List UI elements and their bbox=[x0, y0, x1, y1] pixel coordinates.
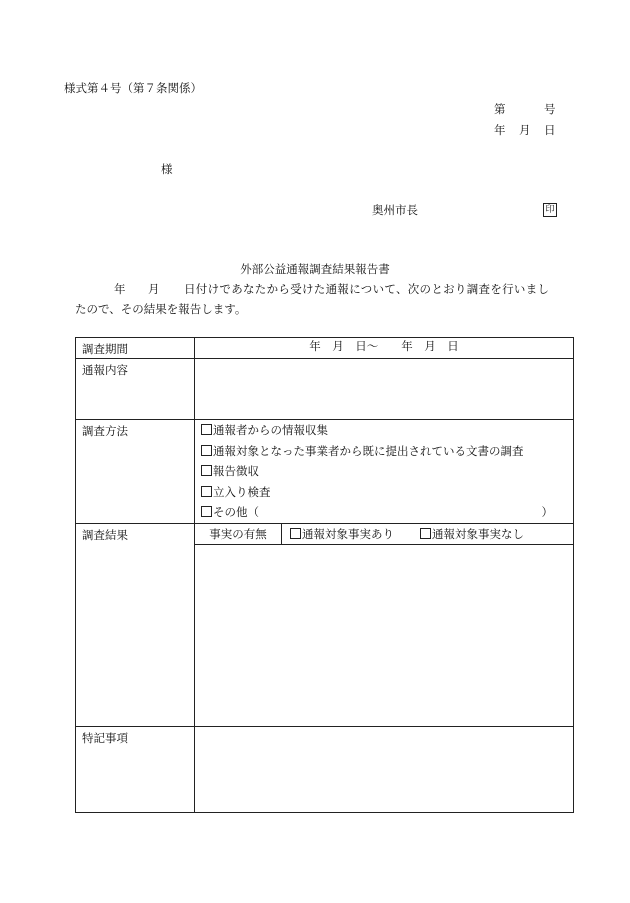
fact-yes-option[interactable] bbox=[282, 524, 394, 544]
doc-number-suffix: 号 bbox=[544, 102, 556, 116]
method-option[interactable] bbox=[195, 441, 573, 462]
checkbox-icon[interactable] bbox=[201, 424, 212, 435]
checkbox-icon[interactable] bbox=[201, 465, 212, 476]
content-field[interactable] bbox=[195, 359, 574, 420]
result-field bbox=[195, 523, 574, 726]
date-month: 月 bbox=[519, 123, 531, 137]
intro-month: 月 bbox=[148, 282, 160, 296]
notes-field[interactable] bbox=[195, 726, 574, 812]
notes-label: 特記事項 bbox=[76, 726, 195, 812]
checkbox-icon[interactable] bbox=[201, 506, 212, 517]
date-year: 年 bbox=[494, 123, 506, 137]
fact-label: 事実の有無 bbox=[195, 524, 282, 544]
period-label: 調査期間 bbox=[76, 338, 195, 359]
checkbox-icon[interactable] bbox=[201, 486, 212, 497]
sender-name: 奥州市長 bbox=[372, 203, 418, 217]
date-day: 日 bbox=[544, 123, 556, 137]
checkbox-icon[interactable] bbox=[290, 528, 301, 539]
report-table bbox=[75, 337, 574, 813]
document-title: 外部公益通報調査結果報告書 bbox=[240, 262, 390, 276]
method-option-label: 通報対象となった事業者から既に提出されている文書の調査 bbox=[213, 443, 524, 458]
period-row bbox=[76, 338, 574, 359]
checkbox-icon[interactable] bbox=[420, 528, 431, 539]
method-option[interactable] bbox=[195, 420, 573, 441]
method-row bbox=[76, 420, 574, 524]
fact-yes-label: 通報対象事実あり bbox=[302, 526, 394, 541]
doc-number-prefix: 第 bbox=[494, 102, 506, 116]
method-option-label: 通報者からの情報収集 bbox=[213, 423, 328, 437]
method-option-label: 報告徴収 bbox=[213, 464, 259, 478]
method-option-label: その他（ bbox=[213, 505, 259, 519]
addressee-honorific: 様 bbox=[161, 162, 173, 176]
content-label: 通報内容 bbox=[76, 359, 195, 420]
fact-no-option[interactable] bbox=[394, 524, 524, 544]
intro-line2: たので、その結果を報告します。 bbox=[75, 302, 247, 316]
result-label: 調査結果 bbox=[76, 523, 195, 726]
method-option[interactable] bbox=[195, 461, 573, 482]
notes-row bbox=[76, 726, 574, 812]
intro-line1: 日付けであなたから受けた通報について、次のとおり調査を行いまし bbox=[184, 282, 550, 296]
other-close-paren: ） bbox=[541, 505, 553, 519]
period-value[interactable]: 年 月 日～ 年 月 日 bbox=[195, 338, 574, 359]
form-number: 様式第４号（第７条関係） bbox=[64, 81, 202, 95]
method-option-label: 立入り検査 bbox=[213, 484, 271, 499]
fact-row bbox=[195, 524, 573, 545]
result-details-field[interactable] bbox=[195, 545, 573, 725]
method-label: 調査方法 bbox=[76, 420, 195, 524]
seal-mark: 印 bbox=[543, 203, 557, 217]
method-option-other[interactable] bbox=[195, 502, 573, 523]
method-options bbox=[195, 420, 574, 524]
content-row bbox=[76, 359, 574, 420]
fact-no-label: 通報対象事実なし bbox=[432, 526, 524, 541]
result-row bbox=[76, 523, 574, 726]
method-option[interactable] bbox=[195, 482, 573, 503]
intro-year: 年 bbox=[114, 282, 126, 296]
checkbox-icon[interactable] bbox=[201, 445, 212, 456]
